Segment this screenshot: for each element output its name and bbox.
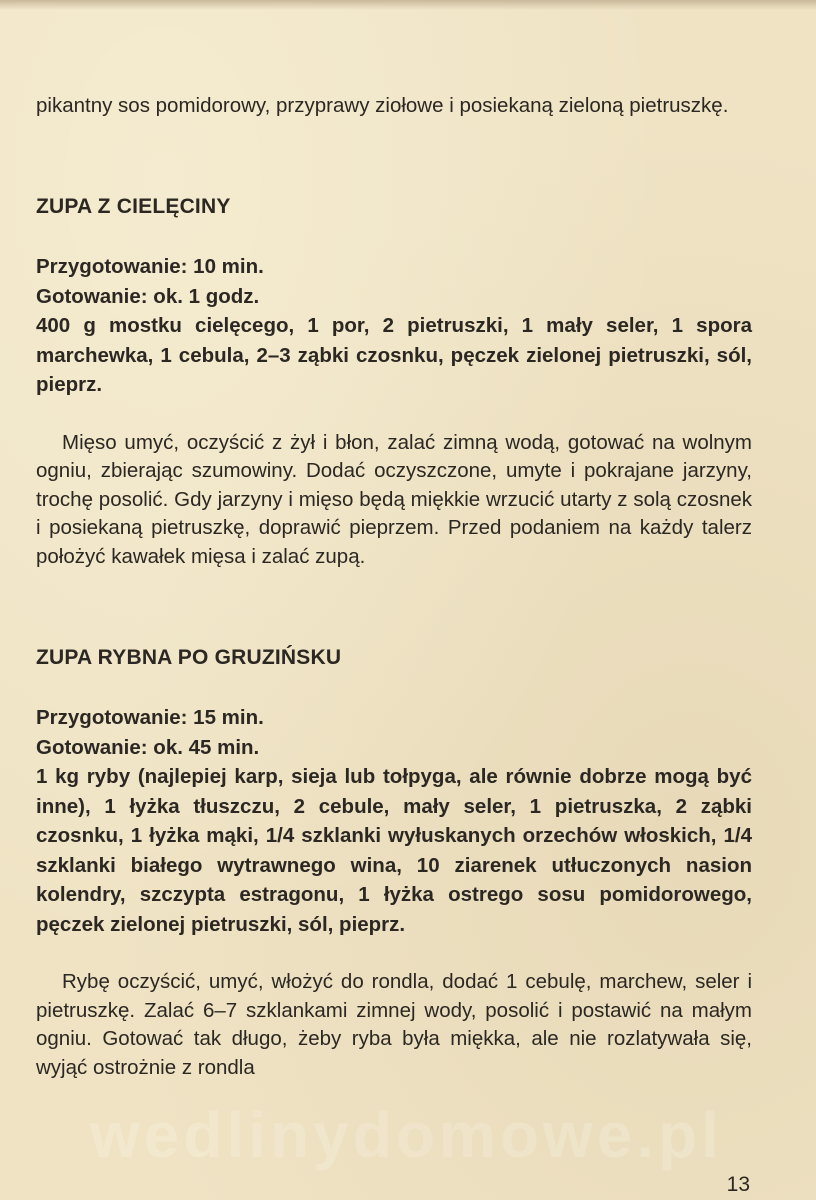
ingredients-list: 400 g mostku cielęcego, 1 por, 2 pietruszki, 1 mały seler, 1 spora marchewka, 1 cebula, 2–3 ząbki czosnku, pęczek zielonej pietruszki, sól, pieprz. (36, 314, 752, 396)
intro-paragraph: pikantny sos pomidorowy, przyprawy ziołowe i posiekaną zieloną pietruszkę. (36, 94, 729, 117)
watermark: wedlinydomowe.pl (90, 1099, 723, 1171)
recipe-title: ZUPA RYBNA PO GRUZIŃSKU (36, 646, 342, 669)
method-paragraph: Mięso umyć, oczyścić z żył i błon, zalać zimną wodą, gotować na wolnym ogniu, zbierając szumowiny. Dodać oczyszczone, umyte i pokrajane jarzyny, trochę posolić. Gdy jarzyny i mięso będą miękkie wrzucić utarty z solą czosnek i posiekaną pietruszkę, doprawić pieprzem. Przed podaniem na każdy talerz położyć kawałek mięsa i zalać zupą. (36, 430, 752, 568)
prep-time: Przygotowanie: 10 min. (36, 255, 264, 278)
recipe-veal-soup (36, 193, 752, 571)
ingredients-list: 1 kg ryby (najlepiej karp, sieja lub tołpyga, ale równie dobrze mogą być inne), 1 łyżka tłuszczu, 2 cebule, mały seler, 1 pietruszka, 2 ząbki czosnku, 1 łyżka mąki, 1/4 szklanki wyłuskanych orzechów włoskich, 1/4 szklanki białego wytrawnego wina, 10 ziarenek utłuczonych nasion kolendry, szczypta estragonu, 1 łyżka ostrego sosu pomidorowego, pęczek zielonej pietruszki, sól, pieprz. (36, 765, 752, 936)
method-paragraph: Rybę oczyścić, umyć, włożyć do rondla, dodać 1 cebulę, marchew, seler i pietruszkę. Zalać 6–7 szklankami zimnej wody, posolić i postawić na małym ogniu. Gotować tak długo, żeby ryba była miękka, ale nie rozlatywała się, wyjąć ostrożnie z rondla (36, 970, 752, 1079)
recipe-title: ZUPA Z CIELĘCINY (36, 195, 231, 218)
cook-time: Gotowanie: ok. 45 min. (36, 735, 260, 759)
page-top-edge (0, 0, 816, 10)
recipe-meta (36, 703, 752, 939)
cook-time: Gotowanie: ok. 1 godz. (36, 284, 260, 308)
recipe-meta (36, 252, 752, 400)
prep-time: Przygotowanie: 15 min. (36, 706, 264, 729)
page-number: 13 (726, 1173, 750, 1196)
recipe-georgian-fish-soup (36, 644, 752, 1082)
book-page (36, 92, 752, 1082)
